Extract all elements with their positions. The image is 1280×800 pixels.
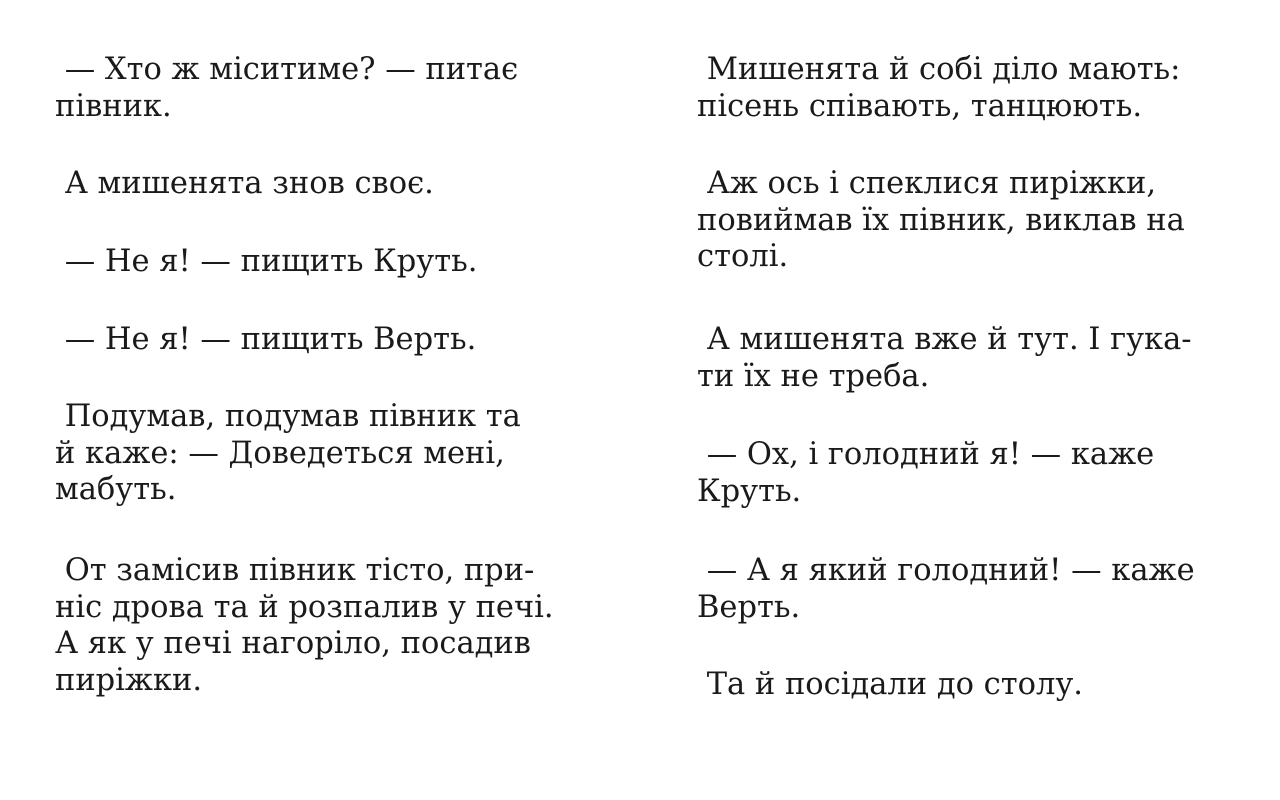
paragraph: — Хто ж міситиме? — питає півник. <box>55 52 519 124</box>
paragraph: От замісив півник тісто, при- ніс дрова та й розпалив у печі. А як у печі нагоріло, посадив пиріжки. <box>55 553 554 698</box>
paragraph: — Ох, і голодний я! — каже Круть. <box>697 437 1155 509</box>
paragraph: Аж ось і спеклися пиріжки, повиймав їх півник, виклав на столі. <box>697 166 1185 274</box>
paragraph: — А я який голодний! — каже Верть. <box>697 553 1195 625</box>
paragraph: А мишенята вже й тут. І гука- ти їх не треба. <box>697 322 1192 394</box>
paragraph: — Не я! — пищить Верть. <box>55 322 477 357</box>
paragraph: Та й посідали до столу. <box>697 667 1084 702</box>
paragraph: А мишенята знов своє. <box>55 166 434 201</box>
paragraph: Подумав, подумав півник та й каже: — Доведеться мені, мабуть. <box>55 399 521 507</box>
paragraph: Мишенята й собі діло мають: пісень співають, танцюють. <box>697 52 1181 124</box>
paragraph: — Не я! — пищить Круть. <box>55 244 478 279</box>
